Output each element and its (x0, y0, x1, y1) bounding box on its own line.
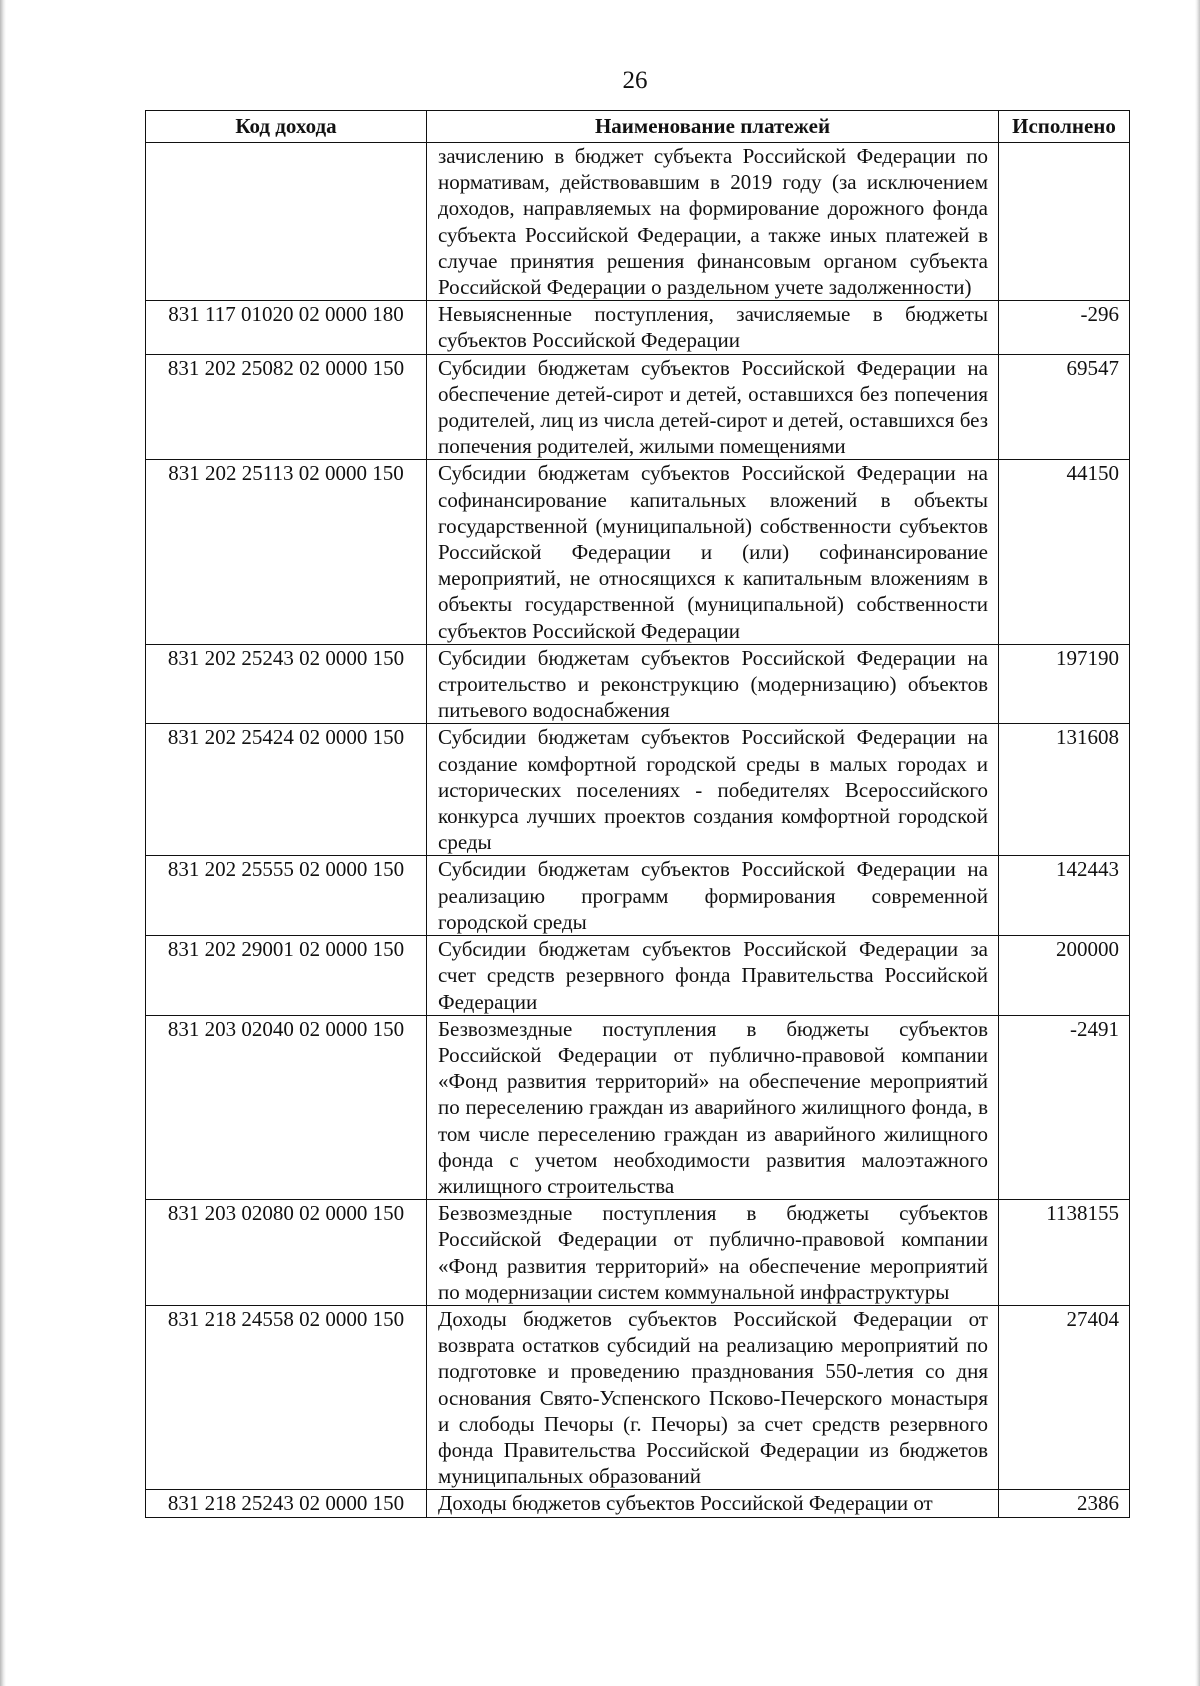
row-executed: 197190 (999, 644, 1130, 724)
page-number: 26 (622, 67, 648, 94)
table-row (146, 143, 1130, 301)
row-executed: -296 (999, 301, 1130, 354)
row-name: Безвозмездные поступления в бюджеты субъектов Российской Федерации от публично-правовой компании «Фонд развития территорий» на обеспечение мероприятий по переселению граждан из аварийного жилищного фонда, в том числе переселению граждан из аварийного жилищного фонда с учетом необходимости развития малоэтажного жилищного строительства (427, 1015, 999, 1199)
row-code: 831 202 29001 02 0000 150 (146, 936, 427, 1016)
row-code: 831 117 01020 02 0000 180 (146, 301, 427, 354)
row-code: 831 218 24558 02 0000 150 (146, 1305, 427, 1489)
row-name: Безвозмездные поступления в бюджеты субъектов Российской Федерации от публично-правовой компании «Фонд развития территорий» на обеспечение мероприятий по модернизации систем коммунальной инфраструктуры (427, 1200, 999, 1306)
scan-edge-left (0, 0, 6, 1686)
revenue-table (145, 110, 1130, 1518)
row-executed: 131608 (999, 724, 1130, 856)
row-name: Субсидии бюджетам субъектов Российской Федерации на строительство и реконструкцию (модернизацию) объектов питьевого водоснабжения (427, 644, 999, 724)
row-executed: 27404 (999, 1305, 1130, 1489)
header-name: Наименование платежей (427, 111, 999, 143)
table-row (146, 856, 1130, 936)
row-name: Субсидии бюджетам субъектов Российской Федерации на реализацию программ формирования современной городской среды (427, 856, 999, 936)
row-name: Доходы бюджетов субъектов Российской Федерации от (427, 1490, 999, 1517)
table-row (146, 1305, 1130, 1489)
row-executed: 2386 (999, 1490, 1130, 1517)
table-row (146, 1490, 1130, 1517)
table-row (146, 460, 1130, 644)
row-executed: 1138155 (999, 1200, 1130, 1306)
table-row (146, 1015, 1130, 1199)
row-code: 831 202 25113 02 0000 150 (146, 460, 427, 644)
header-code: Код дохода (146, 111, 427, 143)
row-executed (999, 143, 1130, 301)
row-name: Невыясненные поступления, зачисляемые в бюджеты субъектов Российской Федерации (427, 301, 999, 354)
row-code: 831 203 02080 02 0000 150 (146, 1200, 427, 1306)
table-row (146, 1200, 1130, 1306)
row-code: 831 218 25243 02 0000 150 (146, 1490, 427, 1517)
row-executed: 69547 (999, 354, 1130, 460)
row-code: 831 202 25082 02 0000 150 (146, 354, 427, 460)
row-name: Субсидии бюджетам субъектов Российской Федерации за счет средств резервного фонда Правительства Российской Федерации (427, 936, 999, 1016)
header-executed: Исполнено (999, 111, 1130, 143)
row-code: 831 203 02040 02 0000 150 (146, 1015, 427, 1199)
row-name: Доходы бюджетов субъектов Российской Федерации от возврата остатков субсидий на реализацию мероприятий по подготовке и проведению празднования 550-летия со дня основания Свято-Успенского Псково-Печерского монастыря и слободы Печоры (г. Печоры) за счет средств резервного фонда Правительства Российской Федерации из бюджетов муниципальных образований (427, 1305, 999, 1489)
row-name: Субсидии бюджетам субъектов Российской Федерации на обеспечение детей-сирот и детей, оставшихся без попечения родителей, лиц из числа детей-сирот и детей, оставшихся без попечения родителей, жилыми помещениями (427, 354, 999, 460)
row-code: 831 202 25424 02 0000 150 (146, 724, 427, 856)
row-code: 831 202 25555 02 0000 150 (146, 856, 427, 936)
row-name: Субсидии бюджетам субъектов Российской Федерации на софинансирование капитальных вложений в объекты государственной (муниципальной) собственности субъектов Российской Федерации и (или) софинансирование мероприятий, не относящихся к капитальным вложениям в объекты государственной (муниципальной) собственности субъектов Российской Федерации (427, 460, 999, 644)
row-executed: -2491 (999, 1015, 1130, 1199)
table-row (146, 724, 1130, 856)
row-executed: 200000 (999, 936, 1130, 1016)
row-name: Субсидии бюджетам субъектов Российской Федерации на создание комфортной городской среды в малых городах и исторических поселениях - победителях Всероссийского конкурса лучших проектов создания комфортной городской среды (427, 724, 999, 856)
table-row (146, 301, 1130, 354)
row-name: зачислению в бюджет субъекта Российской Федерации по нормативам, действовавшим в 2019 году (за исключением доходов, направляемых на формирование дорожного фонда субъекта Российской Федерации, а также иных платежей в случае принятия решения финансовым органом субъекта Российской Федерации о раздельном учете задолженности) (427, 143, 999, 301)
table-row (146, 936, 1130, 1016)
table-row (146, 644, 1130, 724)
row-executed: 44150 (999, 460, 1130, 644)
table-header-row (146, 111, 1130, 143)
table-row (146, 354, 1130, 460)
scan-edge-right (1195, 0, 1200, 1686)
row-code (146, 143, 427, 301)
row-executed: 142443 (999, 856, 1130, 936)
row-code: 831 202 25243 02 0000 150 (146, 644, 427, 724)
